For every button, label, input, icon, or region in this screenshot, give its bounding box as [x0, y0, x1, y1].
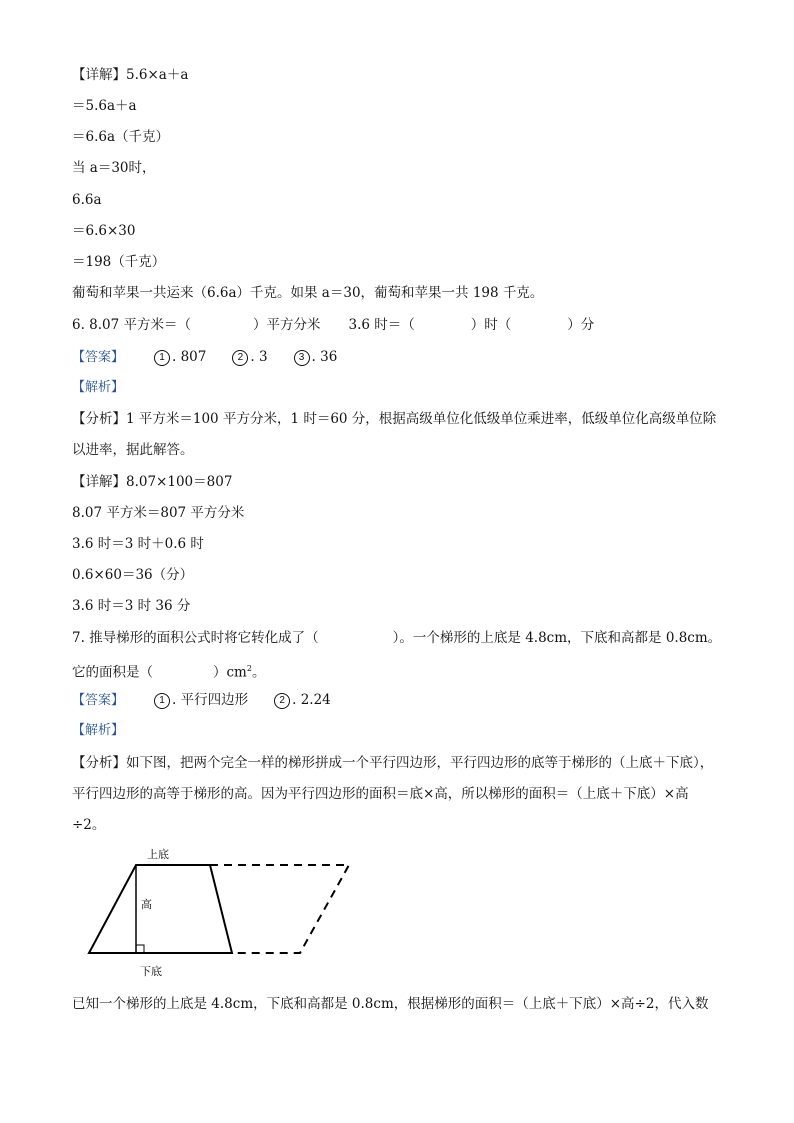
height-label: 高: [141, 898, 152, 911]
trapezoid-shape: [89, 865, 232, 953]
detail-line-5: 6.6a: [72, 192, 102, 208]
answer-value: . 平行四边形: [172, 692, 249, 708]
q7-text-4: ）cm: [213, 664, 247, 681]
answer-number-circle: 1: [154, 350, 170, 366]
q6-detail-line-3: 3.6 时＝3 时＋0.6 时: [72, 536, 204, 552]
detail-line-4: 当 a＝30时，: [72, 160, 156, 176]
analysis-tag: 【解析】: [72, 723, 125, 738]
q7-text-1: 7. 推导梯形的面积公式时将它转化成了（: [72, 630, 319, 646]
q6-text-2: ）平方分米: [253, 317, 321, 333]
q7-unit-superscript: 2: [246, 664, 252, 673]
answer-tag: 【答案】: [72, 693, 125, 708]
conclusion-line: 葡萄和苹果一共运来（6.6a）千克。如果 a＝30，葡萄和苹果一共 198 千克。: [72, 285, 544, 301]
answer-number-circle: 2: [232, 350, 248, 366]
q7-last-line: 已知一个梯形的上底是 4.8cm，下底和高都是 0.8cm，根据梯形的面积＝（上底＋下底）×高÷2，代入数: [72, 996, 709, 1012]
q7-text-2: ）。一个梯形的上底是 4.8cm，下底和高都是 0.8cm。: [392, 630, 722, 646]
top-base-label: 上底: [147, 848, 169, 861]
q6-detail-line-2: 8.07 平方米＝807 平方分米: [72, 505, 245, 521]
q7-text-3: 它的面积是（: [72, 664, 153, 681]
answer-number-circle: 1: [154, 693, 170, 709]
answer-value: . 36: [311, 349, 338, 365]
analysis-tag: 【解析】: [72, 380, 125, 395]
answer-number-circle: 3: [294, 350, 310, 366]
q6-text-1: 6. 8.07 平方米＝（: [72, 317, 192, 333]
q6-detail-line-1: 【详解】8.07×100＝807: [72, 474, 233, 490]
question-7-line-2: [72, 660, 265, 682]
question-7-line-1: [72, 629, 721, 647]
question-6: [72, 316, 594, 334]
q7-text-5: 。: [251, 664, 266, 681]
q7-analysis-line-3: ÷2。: [72, 817, 106, 833]
detail-line-3: ＝6.6a（千克）: [72, 129, 170, 145]
dashed-copy-trapezoid: [210, 865, 349, 953]
detail-line-6: ＝6.6×30: [72, 223, 136, 239]
answer-number-circle: 2: [274, 693, 290, 709]
q6-text-5: ）分: [567, 317, 595, 333]
bottom-base-label: 下底: [140, 965, 162, 978]
answer-tag: 【答案】: [72, 350, 125, 365]
q7-analysis-line-1: 【分析】如下图，把两个完全一样的梯形拼成一个平行四边形，平行四边形的底等于梯形的（上底＋下底），: [72, 755, 714, 771]
q6-answer-row: [72, 348, 337, 367]
q6-text-3: 3.6 时＝（: [348, 317, 415, 333]
q6-analysis-line-1: 【分析】1 平方米＝100 平方分米，1 时＝60 分，根据高级单位化低级单位乘进率，低级单位化高级单位除: [72, 411, 717, 427]
answer-value: . 3: [250, 349, 268, 365]
answer-value: . 2.24: [292, 692, 331, 708]
trapezoid-parallelogram-figure: [80, 842, 370, 982]
detail-line-2: ＝5.6a＋a: [72, 98, 137, 114]
detail-line-1: 【详解】5.6×a＋a: [72, 67, 189, 83]
q6-detail-line-4: 0.6×60＝36（分）: [72, 567, 194, 583]
q6-text-4: ）时（: [470, 317, 512, 333]
detail-line-7: ＝198（千克）: [72, 254, 166, 270]
q7-answer-row: [72, 691, 331, 710]
right-angle-mark: [136, 945, 144, 953]
q7-analysis-line-2: 平行四边形的高等于梯形的高。因为平行四边形的面积＝底×高，所以梯形的面积＝（上底＋下底）×高: [72, 786, 689, 802]
answer-value: . 807: [172, 349, 207, 365]
q6-detail-line-5: 3.6 时＝3 时 36 分: [72, 598, 191, 614]
q6-analysis-line-2: 以进率，据此解答。: [72, 442, 194, 458]
